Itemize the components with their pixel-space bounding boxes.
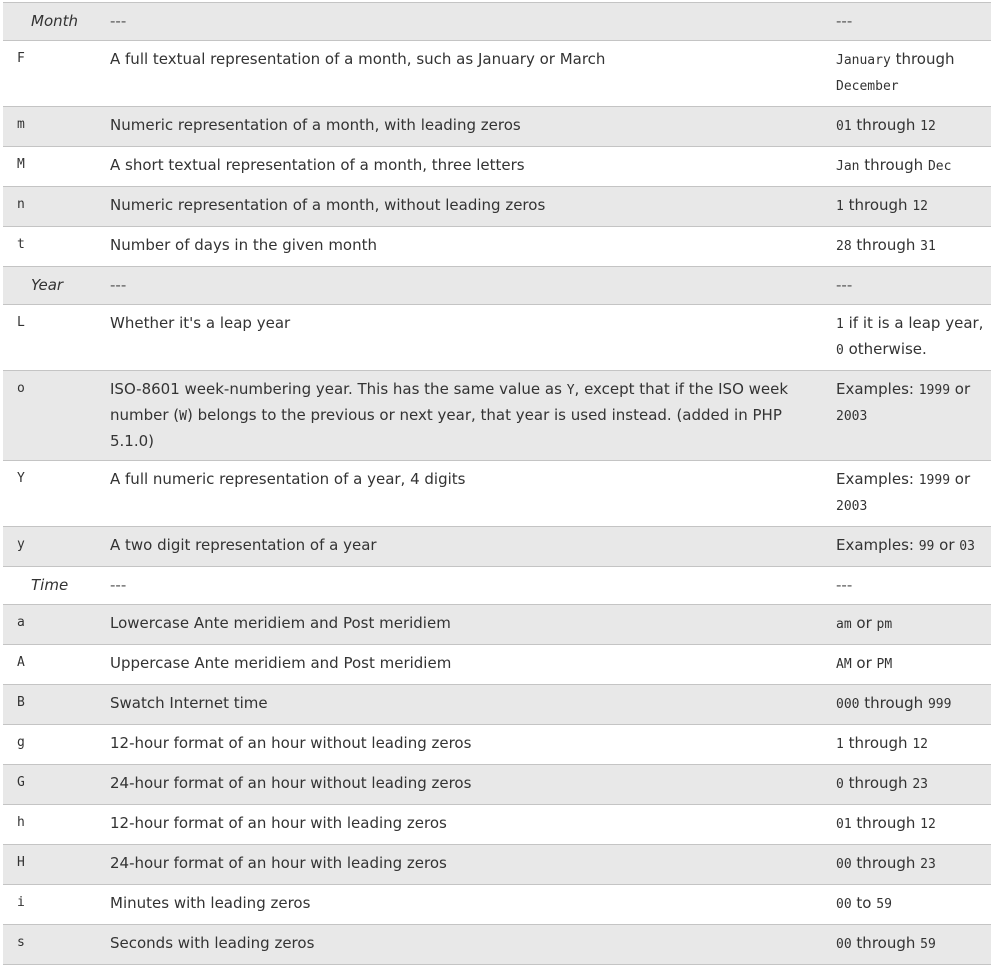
- section-label: Time: [3, 567, 98, 605]
- table-row: [3, 147, 991, 187]
- section-row: [3, 567, 991, 605]
- table-row: [3, 527, 991, 567]
- code-value: 1: [836, 199, 844, 214]
- code-value: 00: [836, 857, 852, 872]
- format-character: M: [3, 147, 98, 187]
- code-value: 999: [927, 697, 952, 712]
- section-label: Year: [3, 267, 98, 305]
- value-text: Examples:: [836, 470, 919, 488]
- value-text: through: [843, 734, 913, 752]
- section-row: [3, 3, 991, 41]
- code-value: 1: [836, 737, 844, 752]
- code-value: PM: [876, 657, 893, 672]
- format-character: H: [3, 845, 98, 885]
- section-label: Month: [3, 3, 98, 41]
- code-value: 00: [836, 897, 852, 912]
- example-values: [824, 725, 991, 765]
- format-character: A: [3, 645, 98, 685]
- format-description: 12-hour format of an hour without leading zeros: [98, 725, 824, 765]
- code-value: 59: [876, 897, 892, 912]
- format-description: A full numeric representation of a year, 4 digits: [98, 461, 824, 527]
- example-values: [824, 765, 991, 805]
- code-value: Dec: [927, 159, 952, 174]
- code-value: Jan: [836, 159, 860, 174]
- code-value: 31: [920, 239, 936, 254]
- code-value: January: [836, 53, 891, 68]
- code-value: 12: [912, 737, 928, 752]
- format-description: Swatch Internet time: [98, 685, 824, 725]
- value-text: Examples:: [836, 380, 919, 398]
- format-character: G: [3, 765, 98, 805]
- table-row: [3, 461, 991, 527]
- value-text: or: [950, 380, 971, 398]
- code-value: AM: [836, 657, 852, 672]
- format-description: Whether it's a leap year: [98, 305, 824, 371]
- example-values: [824, 187, 991, 227]
- format-character: t: [3, 227, 98, 267]
- value-text: through: [851, 236, 921, 254]
- table-body: [3, 3, 991, 965]
- format-character: h: [3, 805, 98, 845]
- format-description: [98, 371, 824, 461]
- value-text: through: [843, 196, 913, 214]
- value-text: through: [851, 934, 921, 952]
- value-text: if it is a leap year,: [843, 314, 984, 332]
- format-character: a: [3, 605, 98, 645]
- table-row: [3, 371, 991, 461]
- code-fragment: W: [179, 409, 187, 424]
- format-description: Numeric representation of a month, with leading zeros: [98, 107, 824, 147]
- format-character: o: [3, 371, 98, 461]
- format-description: ---: [98, 567, 824, 605]
- code-value: 99: [918, 539, 935, 554]
- table-row: [3, 925, 991, 965]
- value-text: through: [859, 156, 928, 174]
- format-character: g: [3, 725, 98, 765]
- text-fragment: ) belongs to the previous or next year, that year is used instead. (added in PHP 5.1.0): [110, 406, 782, 450]
- text-fragment: , except that if the ISO week number (: [110, 380, 789, 424]
- table-row: [3, 645, 991, 685]
- format-description: ---: [98, 267, 824, 305]
- value-text: to: [851, 894, 877, 912]
- value-text: or: [851, 654, 877, 672]
- code-value: am: [836, 617, 852, 632]
- table-row: [3, 725, 991, 765]
- table-row: [3, 805, 991, 845]
- example-values: [824, 147, 991, 187]
- value-text: through: [851, 814, 921, 832]
- example-values: ---: [824, 567, 991, 605]
- format-character: F: [3, 41, 98, 107]
- format-character: B: [3, 685, 98, 725]
- code-value: 1999: [918, 383, 951, 398]
- format-description: A short textual representation of a month, three letters: [98, 147, 824, 187]
- value-text: through: [843, 774, 913, 792]
- format-description: Numeric representation of a month, without leading zeros: [98, 187, 824, 227]
- value-text: through: [851, 854, 921, 872]
- example-values: [824, 527, 991, 567]
- value-text: Examples:: [836, 536, 919, 554]
- table-row: [3, 305, 991, 371]
- code-fragment: Y: [566, 383, 575, 398]
- value-text: or: [934, 536, 960, 554]
- format-character: Y: [3, 461, 98, 527]
- code-value: 0: [836, 343, 844, 358]
- table-row: [3, 685, 991, 725]
- value-text: through: [890, 50, 955, 68]
- value-text: or: [950, 470, 971, 488]
- code-value: 23: [920, 857, 936, 872]
- example-values: ---: [824, 3, 991, 41]
- value-text: or: [851, 614, 877, 632]
- format-description: A two digit representation of a year: [98, 527, 824, 567]
- format-description: 24-hour format of an hour without leading zeros: [98, 765, 824, 805]
- code-value: December: [836, 79, 899, 94]
- example-values: [824, 305, 991, 371]
- format-character: n: [3, 187, 98, 227]
- table-row: [3, 605, 991, 645]
- code-value: 1: [836, 317, 844, 332]
- example-values: [824, 805, 991, 845]
- table-row: [3, 107, 991, 147]
- value-text: otherwise.: [843, 340, 927, 358]
- code-value: 00: [836, 937, 852, 952]
- code-value: 2003: [836, 499, 868, 514]
- code-value: 12: [920, 119, 936, 134]
- table-row: [3, 41, 991, 107]
- example-values: [824, 227, 991, 267]
- example-values: [824, 605, 991, 645]
- example-values: [824, 645, 991, 685]
- format-description: Minutes with leading zeros: [98, 885, 824, 925]
- example-values: [824, 925, 991, 965]
- code-value: 03: [959, 539, 975, 554]
- code-value: 01: [836, 817, 852, 832]
- code-value: 1999: [918, 473, 951, 488]
- format-description: Uppercase Ante meridiem and Post meridiem: [98, 645, 824, 685]
- format-character: i: [3, 885, 98, 925]
- format-description: 24-hour format of an hour with leading zeros: [98, 845, 824, 885]
- code-value: 000: [836, 697, 860, 712]
- example-values: [824, 371, 991, 461]
- example-values: [824, 107, 991, 147]
- table-row: [3, 227, 991, 267]
- code-value: 01: [836, 119, 852, 134]
- format-description: Number of days in the given month: [98, 227, 824, 267]
- code-value: 0: [836, 777, 844, 792]
- format-character: s: [3, 925, 98, 965]
- value-text: through: [859, 694, 928, 712]
- example-values: [824, 41, 991, 107]
- code-value: pm: [876, 617, 893, 632]
- code-value: 23: [912, 777, 928, 792]
- format-character: y: [3, 527, 98, 567]
- code-value: 12: [912, 199, 928, 214]
- value-text: through: [851, 116, 921, 134]
- table-row: [3, 765, 991, 805]
- text-fragment: ISO-8601 week-numbering year. This has the same value as: [110, 380, 567, 398]
- code-value: 28: [836, 239, 852, 254]
- code-value: 59: [920, 937, 936, 952]
- example-values: ---: [824, 267, 991, 305]
- format-description: ---: [98, 3, 824, 41]
- date-format-table: [3, 2, 991, 965]
- example-values: [824, 845, 991, 885]
- format-description: A full textual representation of a month, such as January or March: [98, 41, 824, 107]
- format-description: 12-hour format of an hour with leading zeros: [98, 805, 824, 845]
- format-description: Lowercase Ante meridiem and Post meridiem: [98, 605, 824, 645]
- code-value: 12: [920, 817, 936, 832]
- example-values: [824, 885, 991, 925]
- table-row: [3, 187, 991, 227]
- format-character: L: [3, 305, 98, 371]
- table-row: [3, 885, 991, 925]
- example-values: [824, 461, 991, 527]
- section-row: [3, 267, 991, 305]
- example-values: [824, 685, 991, 725]
- code-value: 2003: [836, 409, 868, 424]
- format-character: m: [3, 107, 98, 147]
- format-description: Seconds with leading zeros: [98, 925, 824, 965]
- table-row: [3, 845, 991, 885]
